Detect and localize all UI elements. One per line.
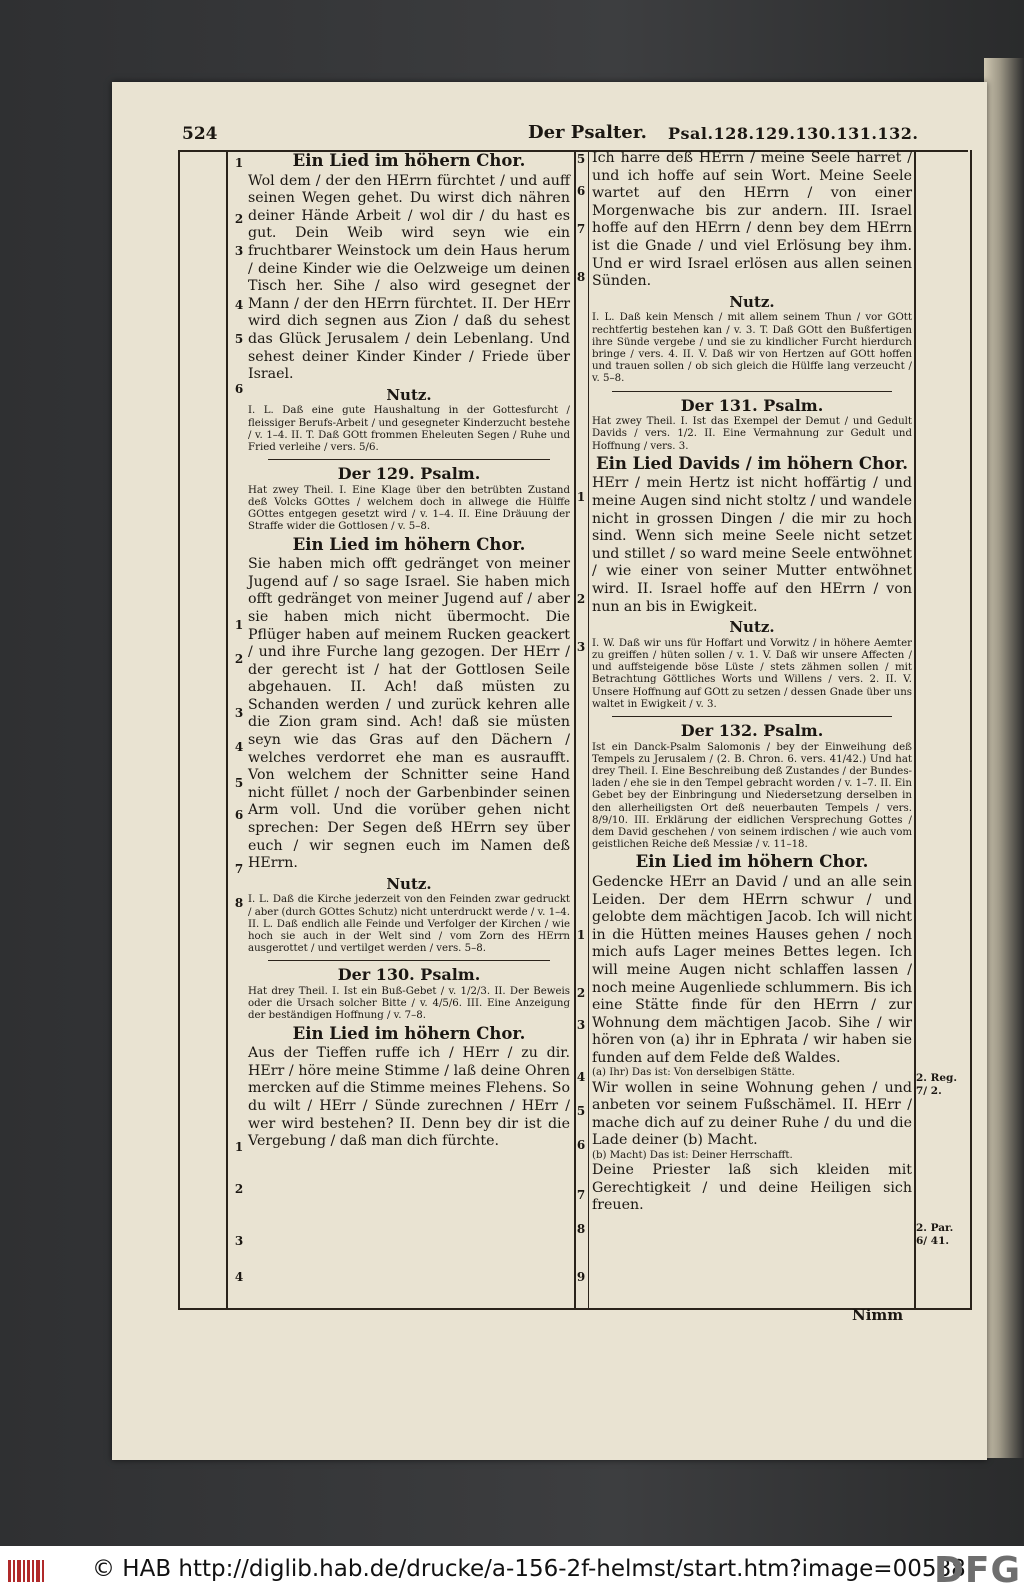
- verse-number: 1: [234, 1140, 244, 1154]
- psalm-131-title: Der 131. Psalm.: [680, 395, 824, 415]
- footer-bar: [0, 1546, 1024, 1596]
- verse-number: 8: [234, 896, 244, 910]
- verse-number: 1: [234, 156, 244, 170]
- song-heading: Ein Lied Davids / im höhern Chor.: [596, 453, 908, 473]
- verse-number: 6: [234, 382, 244, 396]
- song-heading: Ein Lied im höhern Chor.: [292, 1023, 526, 1043]
- verse-number: 7: [234, 862, 244, 876]
- psalm-131-summary: Hat zwey Theil. I. Ist das Exempel der Demut / und Gedult Davids / vers. 1/2. II. Eine Vermahnung zur Gedult und Hoffnung / vers. 3.: [592, 416, 912, 452]
- verse-number: 2: [234, 652, 244, 666]
- verse-number: 3: [576, 1018, 586, 1032]
- psalm-range: Psal.128.129.130.131.132.: [668, 124, 919, 143]
- nutz-heading: Nutz.: [729, 618, 775, 637]
- psalm-132-text-3: Deine Priester laß sich kleiden mit Gerechtigkeit / und deine Heiligen sich freuen.: [592, 1162, 912, 1214]
- left-margin-rule: [226, 150, 228, 1308]
- running-header: [178, 122, 968, 152]
- right-margin-rule: [914, 150, 916, 1308]
- verse-number: 2: [576, 986, 586, 1000]
- section-divider: [612, 391, 892, 392]
- verse-number: 3: [234, 706, 244, 720]
- margin-reference: 2. Reg. 7/ 2.: [916, 1072, 958, 1097]
- nutz-text: I. W. Daß wir uns für Hoffart und Vorwitz / in höhere Aemter zu greiffen / hüten sollen / v. 1. V. Daß wir unsere Affecten / und auffsteigende böse Lüste / stets zähmen sollen / mit Betrachtung Göttliches Worts und Willens / vers. 2. II. V. Unsere Hoffnung auf GOtt zu setzen / dessen Gnade über uns waltet in Ewigkeit / v. 3.: [592, 637, 912, 710]
- psalm-132-text-2: Wir wollen in seine Wohnung gehen / und anbeten vor seinem Fußschämel. II. HErr / mache dich auf zu deiner Ruhe / du und die Lade deiner (b) Macht.: [592, 1079, 912, 1149]
- verse-number: 3: [234, 244, 244, 258]
- psalm-129-summary: Hat zwey Theil. I. Eine Klage über den betrübten Zustand deß Volcks GOttes / welchem doch in allwege die Hülffe GOttes entgegen gesetzt wird / v. 1–4. II. Eine Dräuung der Straffe wider die Gottlosen / v. 5–8.: [248, 484, 570, 533]
- catchword: Nimm: [852, 1306, 904, 1324]
- section-divider: [268, 960, 550, 961]
- verse-number: 3: [234, 1234, 244, 1248]
- verse-number: 4: [234, 298, 244, 312]
- right-column: [592, 150, 912, 1215]
- section-divider: [268, 459, 550, 460]
- nutz-text: I. L. Daß die Kirche jederzeit von den Feinden zwar gedruckt / aber (durch GOttes Schutz) nicht unterdruckt werde / v. 1–4. II. L. Daß endlich alle Feinde und Verfolger der Kirchen / wie hoch sie auch in der Welt sind / vom Zorn des HErrn ausgerottet / und vertilget werden / vers. 5–8.: [248, 894, 570, 955]
- verse-number: 9: [576, 1270, 586, 1284]
- nutz-text: I. L. Daß eine gute Haushaltung in der Gottesfurcht / fleissiger Berufs-Arbeit / und gesegneter Kinderzucht bestehe / v. 1–4. II. T. Daß GOtt frommen Eheleuten Segen / Ruhe und Fried verleihe / vers. 5/6.: [248, 405, 570, 453]
- verse-number: 1: [576, 928, 586, 942]
- psalm-132-title: Der 132. Psalm.: [680, 720, 824, 740]
- verse-number: 7: [576, 222, 586, 236]
- psalm-129-text: Sie haben mich offt gedränget von meiner Jugend auf / so sage Israel. Sie haben mich offt gedränget von meiner Jugend auf / aber sie haben mich nicht übermocht. Die Pflüger haben auf meinem Rucken geackert / und ihre Furche lang gezogen. Der HErr / der gerecht ist / hat der Gottlosen Seile abgehauen. II. Ach! daß müsten zu Schanden werden / und zurück kehren alle die Zion gram sind. Ach! daß sie müsten seyn wie das Gras auf den Dächern / welches verdorret ehe man es ausraufft. Von welchem der Schnitter seine Hand nicht füllet / noch der Garbenbinder seinen Arm voll. Und die vorüber gehen nicht sprechen: Der Segen deß HErrn sey über euch / wir segnen euch im Namen deß HErrn.: [248, 556, 570, 872]
- song-heading: Ein Lied im höhern Chor.: [292, 534, 526, 554]
- margin-reference: 2. Par. 6/ 41.: [916, 1222, 954, 1247]
- book-page-edge: [984, 58, 1024, 1458]
- verse-number: 3: [576, 640, 586, 654]
- verse-number: 6: [576, 184, 586, 198]
- verse-number: 7: [576, 1188, 586, 1202]
- verse-number: 2: [234, 1182, 244, 1196]
- psalm-129-title: Der 129. Psalm.: [337, 464, 481, 484]
- center-rule: [574, 150, 576, 1308]
- psalm-132-summary: Ist ein Danck-Psalm Salomonis / bey der Einweihung deß Tempels zu Jerusalem / (2. B. Chron. 6. vers. 41/42.) Und hat drey Theil. I. Eine Beschreibung deß Zustandes / der Bundes-laden / ehe sie in den Tempel gebracht worden / v. 1–7. II. Ein Gebet bey der Einbringung und Niedersetzung derselben in den allerheiligsten Ort deß neuerbauten Tempels / vers. 8/9/10. III. Erklärung der eidlichen Versprechung Gottes / dem David geschehen / von seinem irdischen / wie auch vom geistlichen Reiche deß Messiæ / v. 11–18.: [592, 741, 912, 851]
- verse-number: 6: [576, 1138, 586, 1152]
- verse-number: 8: [576, 270, 586, 284]
- verse-number: 2: [576, 592, 586, 606]
- dfg-logo: DFG: [934, 1550, 1022, 1591]
- page-number: 524: [182, 124, 218, 144]
- verse-number: 8: [576, 1222, 586, 1236]
- left-column: [248, 150, 570, 1151]
- verse-number: 5: [234, 776, 244, 790]
- verse-number: 4: [234, 740, 244, 754]
- section-divider: [612, 716, 892, 717]
- psalm-130-title: Der 130. Psalm.: [337, 965, 481, 985]
- footnote-b: (b) Macht) Das ist: Deiner Herrschafft.: [592, 1150, 793, 1162]
- psalm-132-text: Gedencke HErr an David / und an alle sein Leiden. Der dem HErrn schwur / und gelobte dem mächtigen Jacob. Ich will nicht in die Hütten meines Hauses gehen / noch mich aufs Lager meines Bettes legen. Ich will meine Augen nicht schlaffen lassen / noch meine Augenliede schlummern. Bis ich eine Stätte finde für den HErrn / zur Wohnung dem mächtigen Jacob. Sihe / wir hören von (a) ihr in Ephrata / wir haben sie funden auf dem Felde deß Waldes.: [592, 873, 912, 1066]
- verse-number: 4: [576, 1070, 586, 1084]
- verse-number: 2: [234, 212, 244, 226]
- verse-number: 4: [234, 1270, 244, 1284]
- center-rule-2: [588, 150, 589, 1308]
- source-url[interactable]: © HAB http://diglib.hab.de/drucke/a-156-2f-helmst/start.htm?image=00588: [92, 1556, 966, 1582]
- verse-number: 1: [576, 490, 586, 504]
- verse-number: 5: [576, 152, 586, 166]
- nutz-heading: Nutz.: [386, 874, 432, 893]
- verse-number: 1: [234, 618, 244, 632]
- nutz-heading: Nutz.: [386, 385, 432, 404]
- psalm-128-text: Wol dem / der den HErrn fürchtet / und auff seinen Wegen gehet. Du wirst dich nähren deiner Hände Arbeit / wol dir / du hast es gut. Dein Weib wird seyn wie ein fruchtbarer Weinstock um dein Haus herum / deine Kinder wie die Oelzweige um deinen Tisch her. Sihe / also wird gesegnet der Mann / der den HErrn fürchtet. II. Der HErr wird dich segnen aus Zion / daß du sehest das Glück Jerusalem / dein Lebenlang. Und sehest deiner Kinder Kinder / Friede über Israel.: [248, 172, 570, 383]
- verse-number: 5: [234, 332, 244, 346]
- nutz-heading: Nutz.: [729, 292, 775, 311]
- footnote-a: (a) Ihr) Das ist: Von derselbigen Stätte.: [592, 1067, 795, 1079]
- psalm-131-text: HErr / mein Hertz ist nicht hoffärtig / und meine Augen sind nicht stoltz / und wandele nicht in grossen Dingen / die mir zu hoch sind. Wenn sich meine Seele nicht setzet und stillet / so ward meine Seele entwöhnet / wie einer von seiner Mutter entwöhnet wird. II. Israel hoffe auf den HErrn / von nun an bis in Ewigkeit.: [592, 475, 912, 615]
- verse-number: 5: [576, 1104, 586, 1118]
- psalm-130-text: Aus der Tieffen ruffe ich / HErr / zu dir. HErr / höre meine Stimme / laß deine Ohren mercken auf die Stimme meines Flehens. So du wilt / HErr / Sünde zurechnen / HErr / wer wird bestehen? II. Denn bey dir ist die Vergebung / daß man dich fürchte.: [248, 1045, 570, 1150]
- song-heading: Ein Lied im höhern Chor.: [635, 852, 869, 872]
- song-heading: Ein Lied im höhern Chor.: [292, 151, 526, 170]
- hab-barcode-icon: [8, 1558, 46, 1584]
- psalm-130-summary: Hat drey Theil. I. Ist ein Buß-Gebet / v. 1/2/3. II. Der Beweis oder die Ursach solcher Bitte / v. 4/5/6. III. Eine Anzeigung der beständigen Hoffnung / v. 7–8.: [248, 986, 570, 1022]
- nutz-text: I. L. Daß kein Mensch / mit allem seinem Thun / vor GOtt rechtfertig bestehen kan / v. 3. T. Daß GOtt den Bußfertigen ihre Sünde vergebe / und sie zu kindlicher Furcht hierdurch bringe / vers. 4. II. V. Daß wir von Hertzen auf GOtt hoffen und trauen sollen / ob sich gleich die Hülffe lang verzeucht / v. 5–8.: [592, 312, 912, 385]
- running-title: Der Psalter.: [528, 122, 647, 143]
- psalm-130-continued: Ich harre deß HErrn / meine Seele harret / und ich hoffe auf sein Wort. Meine Seele wartet auf den HErrn / von einer Morgenwache bis zur andern. III. Israel hoffe auf den HErrn / denn bey dem HErrn ist die Gnade / und viel Erlösung bey ihm. Und er wird Israel erlösen aus allen seinen Sünden.: [592, 150, 912, 290]
- verse-number: 6: [234, 808, 244, 822]
